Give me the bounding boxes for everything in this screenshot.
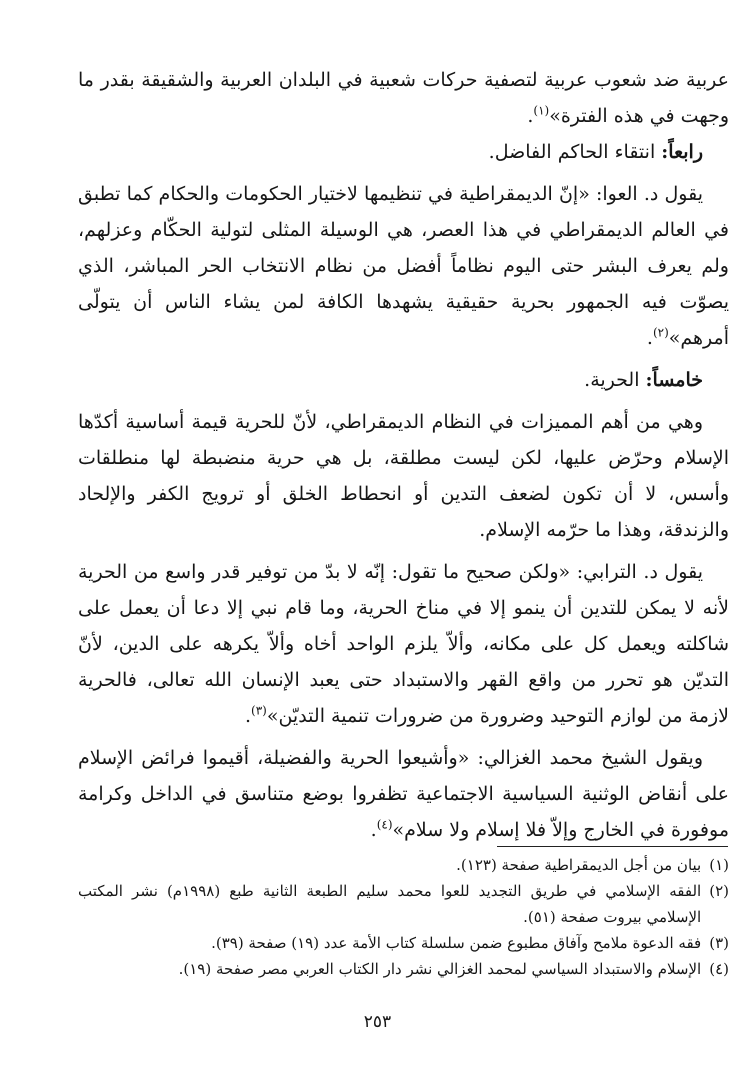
footnote-ref[interactable]: (١) [533, 103, 550, 118]
footnote-item: (٣) فقه الدعوة ملامح وآفاق مطبوع ضمن سلسلة كتاب الأمة عدد (١٩) صفحة (٣٩). [211, 934, 729, 952]
paragraph-awa-quote: يقول د. العوا: «إنّ الديمقراطية في تنظيمها لاختيار الحكومات والحكام كما تطبق في العالم الديمقراطي في هذا العصر، هي الوسيلة المثلى لتولية الحكّام وعزلهم، ولم يعرف البشر حتى اليوم نظاماً أفضل من نظام الانتخاب الحر المباشر، الذي يصوّت فيه الجمهور بحرية حقيقية يشهدها الكافة لمن يشاء الناس أن يتولّى أمرهم»$^{(٢)}$. [78, 183, 729, 349]
footnote-divider [497, 846, 728, 847]
section-heading-fifth: خامساً: الحرية. [584, 369, 703, 391]
footnote-ref[interactable]: (٣) [251, 703, 267, 718]
footnotes [78, 852, 729, 982]
footnote-ref[interactable]: (٤) [376, 817, 393, 832]
page-number: ٢٥٣ [363, 1012, 392, 1032]
paragraph-turabi-quote: يقول د. الترابي: «ولكن صحيح ما تقول: إنّه لا بدّ من توفير قدر واسع من الحرية لأنه لا يمكن للتدين أن ينمو إلا في مناخ الحرية، وما قام نبي إلا دعا أن يعمل على شاكلته ويعمل كل على مكانه، وألاّ يلزم الواحد أخاه وألاّ يكرهه على الدين، لأنّ التديّن هو تحرر من واقع القهر والاستبداد حتى يعبد الإنسان الله تعالى، فالحرية لازمة من لوازم التوحيد وضرورة من ضرورات تنمية التديّن»$^{(٣)}$. [78, 561, 729, 727]
paragraph-continuation: عربية ضد شعوب عربية لتصفية حركات شعبية في البلدان العربية والشقيقة بقدر ما وجهت في هذه الفترة»$^{(١)}$. [78, 69, 729, 127]
footnote-item: (١) بيان من أجل الديمقراطية صفحة (١٢٣). [456, 856, 729, 874]
paragraph-ghazali-quote: ويقول الشيخ محمد الغزالي: «وأشيعوا الحرية والفضيلة، أقيموا فرائض الإسلام على أنقاض الوثنية السياسية الاجتماعية تظفروا بوضع متناسق في الداخل وكرامة موفورة في الخارج وإلاّ فلا إسلام ولا سلام»$^{(٤)}$. [78, 747, 729, 841]
footnote-ref[interactable]: (٢) [652, 325, 669, 340]
section-heading-fourth: رابعاً: انتقاء الحاكم الفاضل. [488, 141, 703, 163]
footnote-item: (٢) الفقه الإسلامي في طريق التجديد للعوا محمد سليم الطبعة الثانية طبع (١٩٩٨م) نشر المكتب الإسلامي بيروت صفحة (٥١). [78, 882, 729, 926]
footnote-item: (٤) الإسلام والاستبداد السياسي لمحمد الغزالي نشر دار الكتاب العربي مصر صفحة (١٩). [178, 960, 729, 978]
body-text [78, 62, 729, 848]
paragraph-freedom: وهي من أهم المميزات في النظام الديمقراطي، لأنّ للحرية قيمة أساسية أكدّها الإسلام وحرّض عليها، لكن ليست مطلقة، بل هي حرية منضبطة لها منطلقات وأسس، لا أن تكون لضعف التدين أو انحطاط الخلق أو ترويج الكفر والإلحاد والزندقة، وهذا ما حرّمه الإسلام. [78, 411, 729, 541]
